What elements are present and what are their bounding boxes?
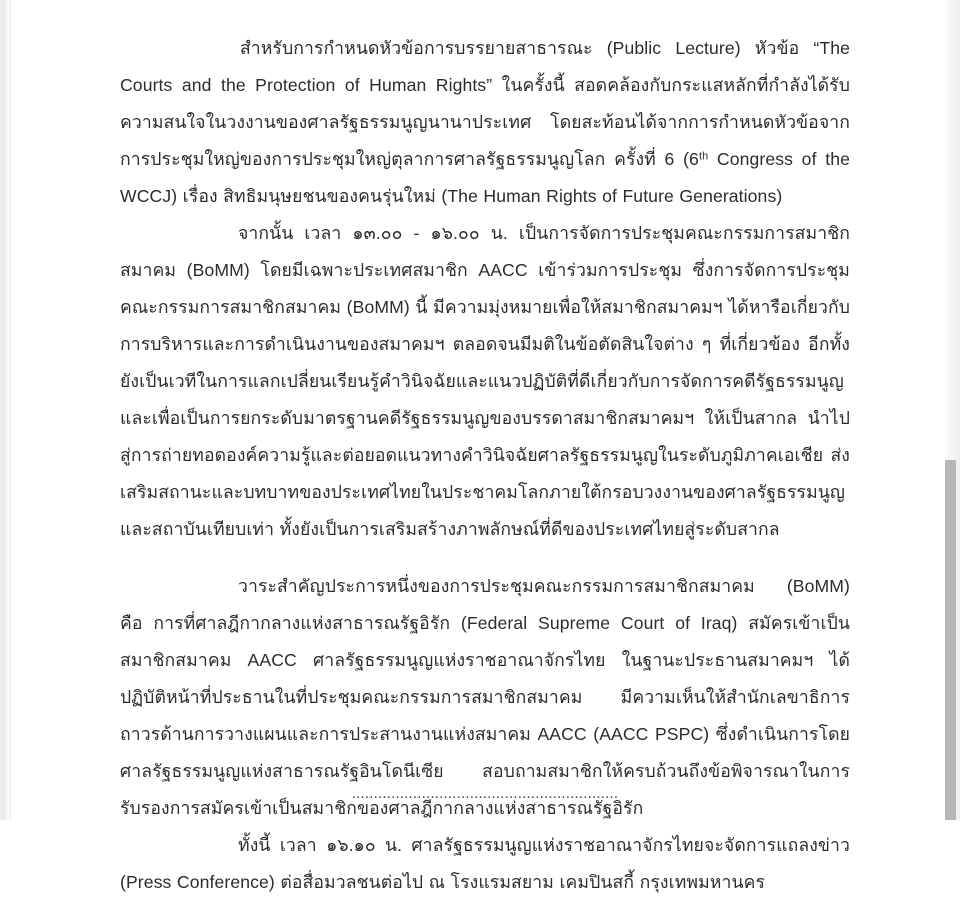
scrollbar-track[interactable] [945, 0, 960, 820]
footer-dotted-separator: ............................................................. [351, 785, 619, 802]
ordinal-superscript-th: th [698, 150, 709, 163]
paragraph-1-text-part-b: Congress of the WCCJ) เรื่อง สิทธิมนุษยชนของคนรุ่นใหม่ (The Human Rights of Future Generations) [120, 149, 850, 206]
paragraph-public-lecture [120, 30, 850, 215]
paragraph-iraq-membership-agenda: วาระสำคัญประการหนึ่งของการประชุมคณะกรรมการสมาชิกสมาคม (BoMM) คือ การที่ศาลฎีกากลางแห่งสาธารณรัฐอิรัก (Federal Supreme Court of Iraq) สมัครเข้าเป็นสมาชิกสมาคม AACC ศาลรัฐธรรมนูญแห่งราชอาณาจักรไทย ในฐานะประธานสมาคมฯ ได้ปฏิบัติหน้าที่ประธานในที่ประชุมคณะกรรมการสมาชิกสมาคม มีความเห็นให้สำนักเลขาธิการถาวรด้านการวางแผนและการประสานงานแห่งสมาคม AACC (AACC PSPC) ซึ่งดำเนินการโดยศาลรัฐธรรมนูญแห่งสาธารณรัฐอินโดนีเซีย สอบถามสมาชิกให้ครบถ้วนถึงข้อพิจารณาในการรับรองการสมัครเข้าเป็นสมาชิกของศาลฎีกากลางแห่งสาธารณรัฐอิรัก [120, 576, 850, 818]
paragraph-press-conference: ทั้งนี้ เวลา ๑๖.๑๐ น. ศาลรัฐธรรมนูญแห่งราชอาณาจักรไทยจะจัดการแถลงข่าว (Press Conference) ต่อสื่อมวลชนต่อไป ณ โรงแรมสยาม เคมปินสกี้ กรุงเทพมหานคร [120, 835, 850, 892]
vertical-scrollbar[interactable] [934, 0, 960, 820]
document-text-body [120, 30, 850, 901]
paragraph-1-text-part-a: สำหรับการกำหนดหัวข้อการบรรยายสาธารณะ (Public Lecture) หัวข้อ “The Courts and the Protection of Human Rights” ในครั้งนี้ สอดคล้องกับกระแสหลักที่กำลังได้รับความสนใจในวงงานของศาลรัฐธรรมนูญนานาประเทศ โดยสะท้อนได้จากการกำหนดหัวข้อจากการประชุมใหญ่ของการประชุมใหญ่ตุลาการศาลรัฐธรรมนูญโลก ครั้งที่ 6 (6 [120, 38, 850, 169]
page-left-edge-shadow [0, 0, 11, 820]
document-page [12, 0, 934, 892]
scrollbar-thumb[interactable] [945, 460, 956, 820]
paragraph-bomm-meeting: จากนั้น เวลา ๑๓.๐๐ - ๑๖.๐๐ น. เป็นการจัดการประชุมคณะกรรมการสมาชิกสมาคม (BoMM) โดยมีเฉพาะประเทศสมาชิก AACC เข้าร่วมการประชุม ซึ่งการจัดการประชุมคณะกรรมการสมาชิกสมาคม (BoMM) นี้ มีความมุ่งหมายเพื่อให้สมาชิกสมาคมฯ ได้หารือเกี่ยวกับการบริหารและการดำเนินงานของสมาคมฯ ตลอดจนมีมติในข้อตัดสินใจต่าง ๆ ที่เกี่ยวข้อง อีกทั้งยังเป็นเวทีในการแลกเปลี่ยนเรียนรู้คำวินิจฉัยและแนวปฏิบัติที่ดีเกี่ยวกับการจัดการคดีรัฐธรรมนูญ และเพื่อเป็นการยกระดับมาตรฐานคดีรัฐธรรมนูญของบรรดาสมาชิกสมาคมฯ ให้เป็นสากล นำไปสู่การถ่ายทอดองค์ความรู้และต่อยอดแนวทางคำวินิจฉัยศาลรัฐธรรมนูญในระดับภูมิภาคเอเชีย ส่งเสริมสถานะและบทบาทของประเทศไทยในประชาคมโลกภายใต้กรอบวงงานของศาลรัฐธรรมนูญและสถาบันเทียบเท่า ทั้งยังเป็นการเสริมสร้างภาพลักษณ์ที่ดีของประเทศไทยสู่ระดับสากล [120, 223, 850, 539]
